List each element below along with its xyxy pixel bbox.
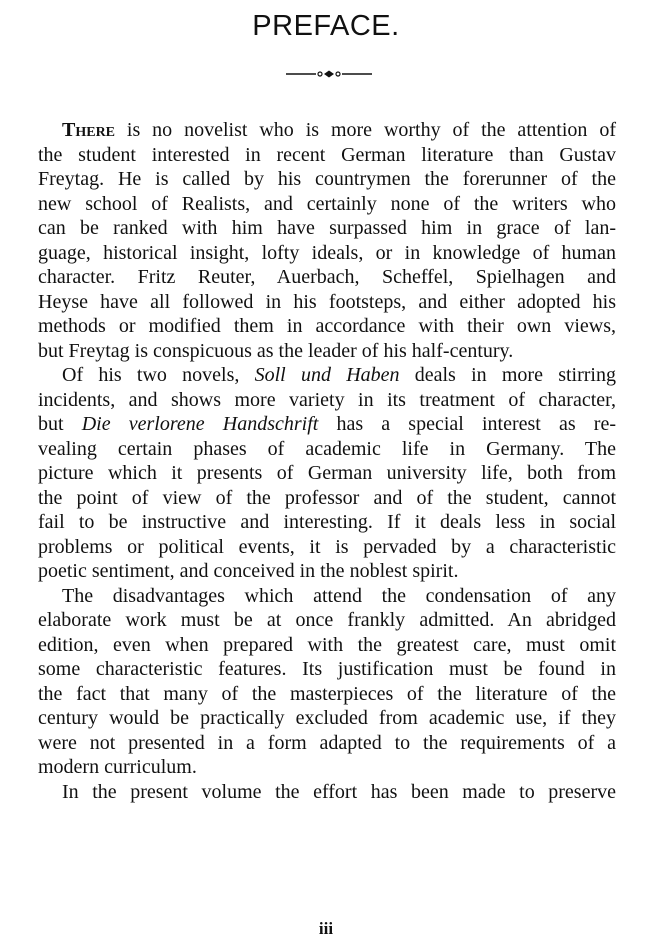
preface-body <box>38 118 616 804</box>
text-line: but Freytag is conspicuous as the leader of his half-century. <box>38 339 514 362</box>
italic-title: Soll und Haben <box>254 364 400 386</box>
text-line: Freytag. He is called by his countrymen the forerunner of the <box>38 168 616 190</box>
text-line: guage, historical insight, lofty ideals, or in knowledge of human <box>38 241 616 264</box>
text-line: incidents, and shows more variety in its treatment of character, <box>38 388 616 411</box>
italic-title: Die verlorene Handschrift <box>81 413 319 435</box>
text-line: the fact that many of the masterpieces of the literature of the <box>38 682 616 705</box>
text-line: the point of view of the professor and of the student, cannot <box>38 486 616 509</box>
text-line: problems or political events, it is pervaded by a characteristic <box>38 535 616 558</box>
paragraph-3 <box>38 584 616 780</box>
text-line: some characteristic features. Its justification must be found in <box>38 658 616 680</box>
text-line: modern curriculum. <box>38 756 197 778</box>
text-line: vealing certain phases of academic life in Germany. The <box>38 437 616 460</box>
text-line: new school of Realists, and certainly none of the writers who <box>38 192 616 215</box>
text-line: There is no novelist who is more worthy of the attention of <box>62 119 616 141</box>
text-line: poetic sentiment, and conceived in the noblest spirit. <box>38 560 459 582</box>
text-line: the student interested in recent German literature than Gustav <box>38 143 616 166</box>
page-number: iii <box>318 919 334 938</box>
text-line: In the present volume the effort has been made to preserve <box>62 780 616 803</box>
text-line: edition, even when prepared with the greatest care, must omit <box>38 633 616 656</box>
text-line: century would be practically excluded from academic use, if they <box>38 707 616 729</box>
text-line: character. Fritz Reuter, Auerbach, Scheffel, Spielhagen and <box>38 266 616 288</box>
text-line: Of his two novels, Soll und Haben deals in more stirring <box>62 364 616 386</box>
text-line: were not presented in a form adapted to the requirements of a <box>38 731 616 754</box>
paragraph-4 <box>38 780 616 805</box>
paragraph-2 <box>38 363 616 584</box>
text-line: can be ranked with him have surpassed him in grace of lan- <box>38 217 616 239</box>
paragraph-1 <box>38 118 616 363</box>
page-title: PREFACE. <box>252 10 400 42</box>
lead-word: There <box>62 119 116 141</box>
text-line: but Die verlorene Handschrift has a special interest as re- <box>38 413 616 435</box>
text-line: elaborate work must be at once frankly admitted. An abridged <box>38 609 616 631</box>
ornament-divider-icon <box>286 68 372 80</box>
text-line: picture which it presents of German university life, both from <box>38 462 616 484</box>
text-line: methods or modified them in accordance with their own views, <box>38 315 616 337</box>
text-line: Heyse have all followed in his footsteps, and either adopted his <box>38 290 616 313</box>
text-line: fail to be instructive and interesting. If it deals less in social <box>38 511 616 533</box>
text-line: The disadvantages which attend the condensation of any <box>62 584 616 607</box>
